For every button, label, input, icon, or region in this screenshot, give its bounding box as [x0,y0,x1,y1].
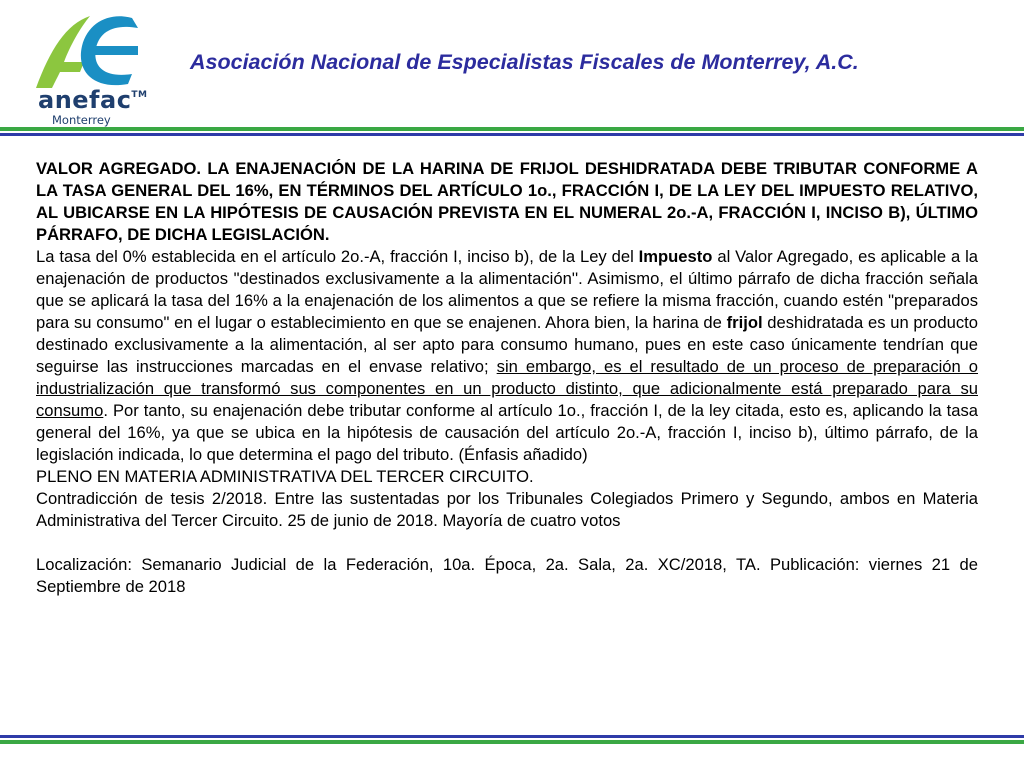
thesis-heading: VALOR AGREGADO. LA ENAJENACIÓN DE LA HARINA DE FRIJOL DESHIDRATADA DEBE TRIBUTAR CONFORME A LA TASA GENERAL DEL 16%, EN TÉRMINOS DEL ARTÍCULO 1o., FRACCIÓN I, DE LA LEY DEL IMPUESTO RELATIVO, AL UBICARSE EN LA HIPÓTESIS DE CAUSACIÓN PREVISTA EN EL NUMERAL 2o.-A, FRACCIÓN I, INCISO B), ÚLTIMO PÁRRAFO, DE DICHA LEGISLACIÓN. [36,159,978,244]
court-name: PLENO EN MATERIA ADMINISTRATIVA DEL TERCER CIRCUITO. [36,467,534,486]
logo-subtitle: Monterrey [52,113,111,127]
thesis-content [36,158,978,598]
location-note: Localización: Semanario Judicial de la Federación, 10a. Época, 2a. Sala, 2a. XC/2018, TA. Publicación: viernes 21 de Septiembre de 2018 [36,555,978,596]
header-divider-blue [0,133,1024,136]
thesis-body: La tasa del 0% establecida en el artículo 2o.-A, fracción I, inciso b), de la Ley del Impuesto al Valor Agregado, es aplicable a la enajenación de productos "destinados exclusivamente a la alimentación''. Asimismo, el último párrafo de dicha fracción señala que se aplicará la tasa del 16% a la enajenación de los alimentos a que se refiere la misma fracción, cuando estén "preparados para su consumo" en el lugar o establecimiento en que se enajenen. Ahora bien, la harina de frijol deshidratada es un producto destinado exclusivamente a la alimentación, al ser apto para consumo humano, pues en este caso únicamente tendrían que seguirse las instrucciones marcadas en el envase relativo; sin embargo, es el resultado de un proceso de preparación o industrialización que transformó sus componentes en un producto distinto, que adicionalmente está preparado para su consumo. Por tanto, su enajenación debe tributar conforme al artículo 1o., fracción I, de la ley citada, esto es, aplicando la tasa general del 16%, ya que se ubica en la hipótesis de causación del artículo 2o.-A, fracción I, inciso b), último párrafo, de la legislación indicada, lo que determina el pago del tributo. (Énfasis añadido) [36,247,978,464]
organization-title: Asociación Nacional de Especialistas Fiscales de Monterrey, A.C. [190,50,859,74]
logo-wordmark: anefac™ [38,86,148,114]
footer-divider-green [0,740,1024,744]
ae-logo-mark-icon [28,10,148,90]
emphasis-underlined: sin embargo, es el resultado de un proceso de preparación o industrialización que transformó sus componentes en un producto distinto, que adicionalmente está preparado para su consumo [36,357,978,420]
contradiction-note: Contradicción de tesis 2/2018. Entre las sustentadas por los Tribunales Colegiados Primero y Segundo, ambos en Materia Administrativa del Tercer Circuito. 25 de junio de 2018. Mayoría de cuatro votos [36,489,978,530]
footer-divider-blue [0,735,1024,738]
header-divider-green [0,127,1024,131]
